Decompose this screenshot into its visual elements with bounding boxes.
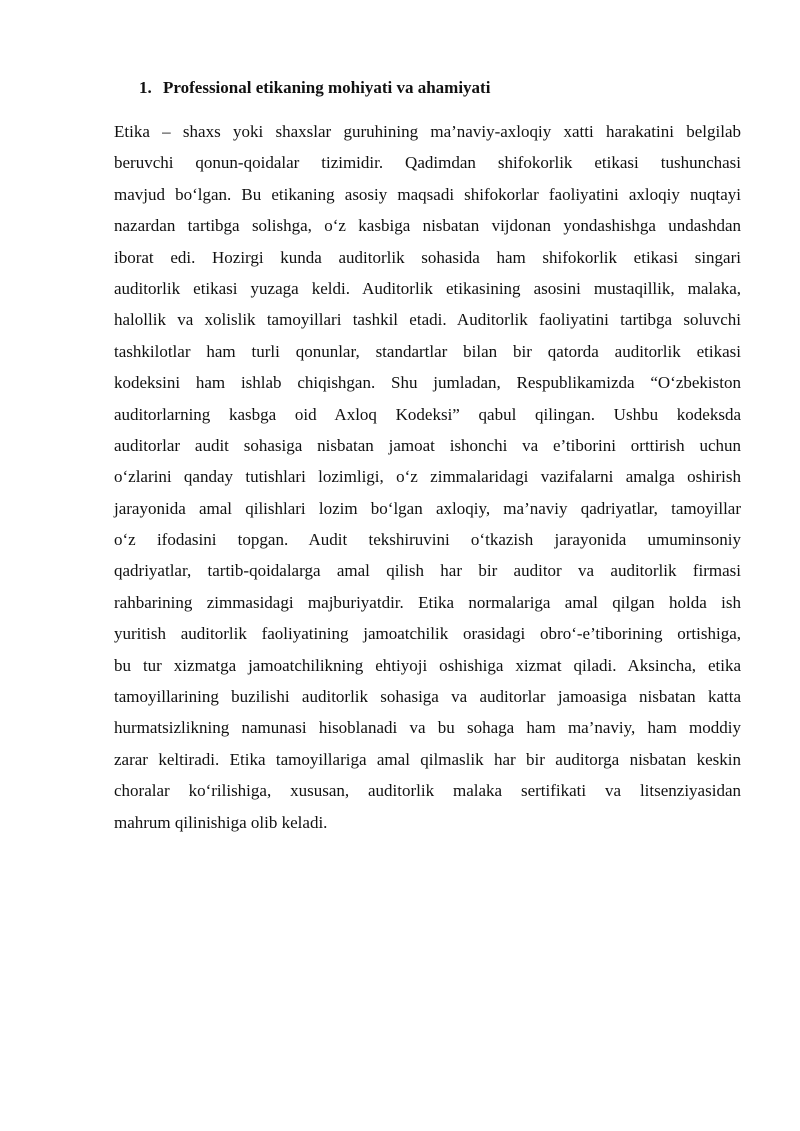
paragraph-line: hurmatsizlikning namunasi hisoblanadi va bu sohaga ham ma’naviy, ham moddiy	[114, 718, 741, 738]
paragraph-line: bu tur xizmatga jamoatchilikning ehtiyoji oshishiga xizmat qiladi. Aksincha, etika	[114, 655, 741, 675]
paragraph-line: iborat edi. Hozirgi kunda auditorlik sohasida ham shifokorlik etikasi singari	[114, 247, 741, 267]
paragraph-line: rahbarining zimmasidagi majburiyatdir. Etika normalariga amal qilgan holda ish	[114, 592, 741, 612]
body-paragraph	[114, 116, 741, 838]
section-number: 1.	[139, 78, 152, 97]
paragraph-line: kodeksini ham ishlab chiqishgan. Shu jumladan, Respublikamizda “O‘zbekiston	[114, 373, 741, 393]
paragraph-line: tamoyillarining buzilishi auditorlik sohasiga va auditorlar jamoasiga nisbatan katta	[114, 687, 741, 707]
paragraph-line: beruvchi qonun-qoidalar tizimidir. Qadimdan shifokorlik etikasi tushunchasi	[114, 153, 741, 173]
paragraph-line: mavjud bo‘lgan. Bu etikaning asosiy maqsadi shifokorlar faoliyatini axloqiy nuqtayi	[114, 184, 741, 204]
paragraph-line: zarar keltiradi. Etika tamoyillariga amal qilmaslik har bir auditorga nisbatan keskin	[114, 749, 741, 769]
paragraph-line: yuritish auditorlik faoliyatining jamoatchilik orasidagi obro‘-e’tiborining ortishiga,	[114, 624, 741, 644]
paragraph-line: mahrum qilinishiga olib keladi.	[114, 812, 328, 832]
paragraph-line: auditorlar audit sohasiga nisbatan jamoat ishonchi va e’tiborini orttirish uchun	[114, 435, 741, 455]
paragraph-line: o‘zlarini qanday tutishlari lozimligi, o‘z zimmalaridagi vazifalarni amalga oshirish	[114, 467, 741, 487]
paragraph-line: choralar ko‘rilishiga, xususan, auditorlik malaka sertifikati va litsenziyasidan	[114, 781, 741, 801]
paragraph-line: halollik va xolislik tamoyillari tashkil etadi. Auditorlik faoliyatini tartibga soluvchi	[114, 310, 741, 330]
section-title: Professional etikaning mohiyati va ahamiyati	[163, 78, 491, 97]
paragraph-line: qadriyatlar, tartib-qoidalarga amal qilish har bir auditor va auditorlik firmasi	[114, 561, 741, 581]
paragraph-line: o‘z ifodasini topgan. Audit tekshiruvini o‘tkazish jarayonida umuminsoniy	[114, 530, 741, 550]
paragraph-line: auditorlik etikasi yuzaga keldi. Auditorlik etikasining asosini mustaqillik, malaka,	[114, 278, 741, 298]
paragraph-line: nazardan tartibga solishga, o‘z kasbiga nisbatan vijdonan yondashishga undashdan	[114, 216, 741, 236]
paragraph-line: jarayonida amal qilishlari lozim bo‘lgan axloqiy, ma’naviy qadriyatlar, tamoyillar	[114, 498, 741, 518]
paragraph-line: tashkilotlar ham turli qonunlar, standartlar bilan bir qatorda auditorlik etikasi	[114, 341, 741, 361]
paragraph-line: auditorlarning kasbga oid Axloq Kodeksi” qabul qilingan. Ushbu kodeksda	[114, 404, 741, 424]
section-heading	[139, 74, 490, 102]
paragraph-line: Etika – shaxs yoki shaxslar guruhining ma’naviy-axloqiy xatti harakatini belgilab	[114, 122, 741, 141]
